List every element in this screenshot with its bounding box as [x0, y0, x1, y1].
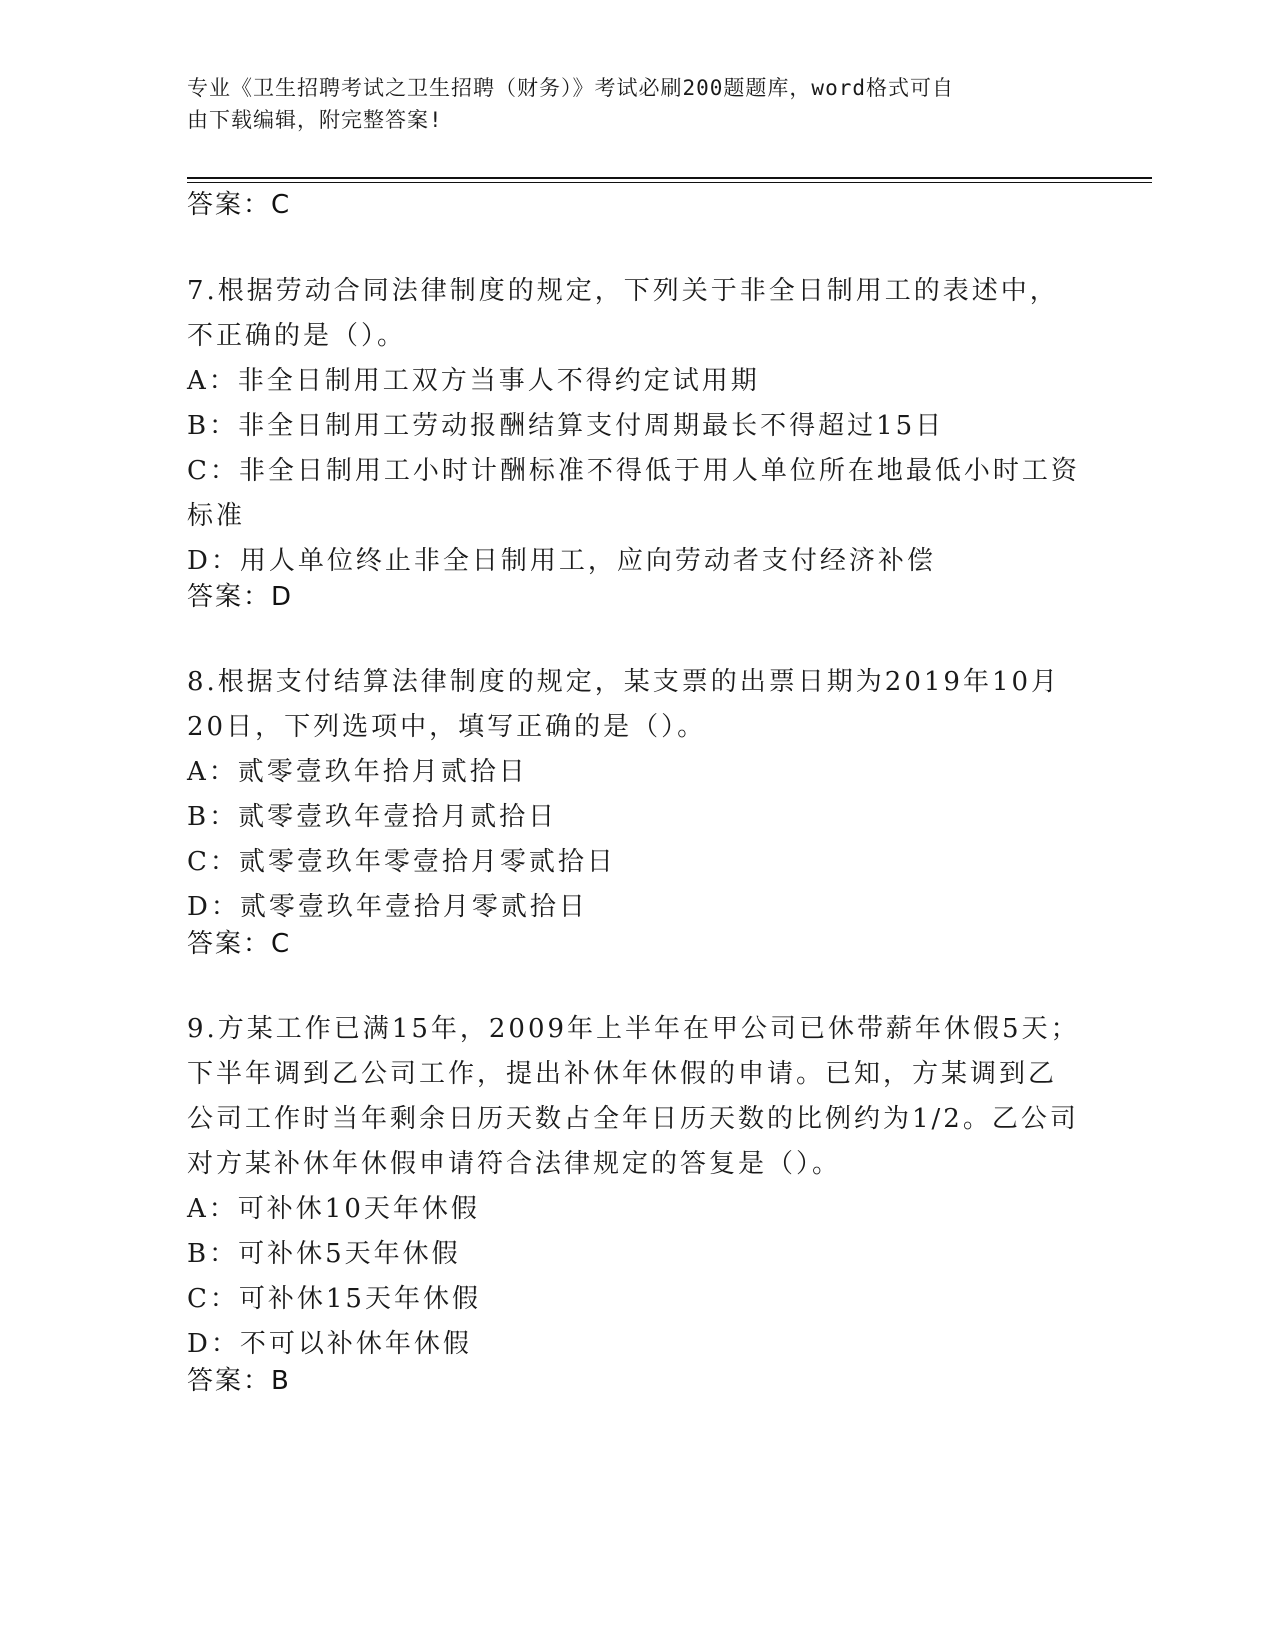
question-9-stem-line-3: 公司工作时当年剩余日历天数占全年日历天数的比例约为1/2。乙公司 — [187, 1104, 1079, 1134]
question-9-answer: 答案：B — [187, 1366, 291, 1396]
header-line-2: 由下载编辑，附完整答案! — [187, 108, 443, 132]
question-9-stem-line-2: 下半年调到乙公司工作，提出补休年休假的申请。已知，方某调到乙 — [187, 1059, 1058, 1089]
question-7-option-b: B：非全日制用工劳动报酬结算支付周期最长不得超过15日 — [187, 411, 945, 441]
question-7-answer: 答案：D — [187, 582, 294, 612]
question-9-option-b: B：可补休5天年休假 — [187, 1239, 461, 1269]
question-9-option-d: D：不可以补休年休假 — [187, 1329, 472, 1359]
question-8-option-c: C：贰零壹玖年零壹拾月零贰拾日 — [187, 847, 616, 877]
header-line-1: 专业《卫生招聘考试之卫生招聘（财务）》考试必刷200题题库，word格式可自 — [187, 76, 954, 100]
document-header — [187, 72, 1067, 136]
question-9 — [187, 1007, 1087, 1367]
answer-previous: 答案：C — [187, 190, 292, 220]
question-9-stem-line-4: 对方某补休年休假申请符合法律规定的答复是（）。 — [187, 1149, 842, 1179]
question-8-stem-line-1: 8.根据支付结算法律制度的规定，某支票的出票日期为2019年10月 — [187, 667, 1061, 697]
header-divider-thick — [187, 177, 1152, 179]
question-8-stem-line-2: 20日，下列选项中，填写正确的是（）。 — [187, 712, 707, 742]
question-7-option-d: D：用人单位终止非全日制用工，应向劳动者支付经济补偿 — [187, 546, 936, 576]
question-8-option-d: D：贰零壹玖年壹拾月零贰拾日 — [187, 892, 588, 922]
question-7-option-c-line-2: 标准 — [187, 501, 246, 531]
question-7-stem-line-1: 7.根据劳动合同法律制度的规定，下列关于非全日制用工的表述中， — [187, 276, 1059, 306]
question-9-option-a: A：可补休10天年休假 — [187, 1194, 480, 1224]
question-9-option-c: C：可补休15天年休假 — [187, 1284, 481, 1314]
question-8 — [187, 660, 1087, 930]
question-9-stem-line-1: 9.方某工作已满15年，2009年上半年在甲公司已休带薪年休假5天； — [187, 1014, 1080, 1044]
question-8-answer: 答案：C — [187, 929, 292, 959]
question-7-option-c-line-1: C：非全日制用工小时计酬标准不得低于用人单位所在地最低小时工资 — [187, 456, 1080, 486]
question-8-option-a: A：贰零壹玖年拾月贰拾日 — [187, 757, 528, 787]
question-7 — [187, 269, 1087, 584]
header-divider-thin — [187, 182, 1152, 183]
question-7-option-a: A：非全日制用工双方当事人不得约定试用期 — [187, 366, 760, 396]
question-8-option-b: B：贰零壹玖年壹拾月贰拾日 — [187, 802, 558, 832]
question-7-stem-line-2: 不正确的是（）。 — [187, 321, 407, 351]
